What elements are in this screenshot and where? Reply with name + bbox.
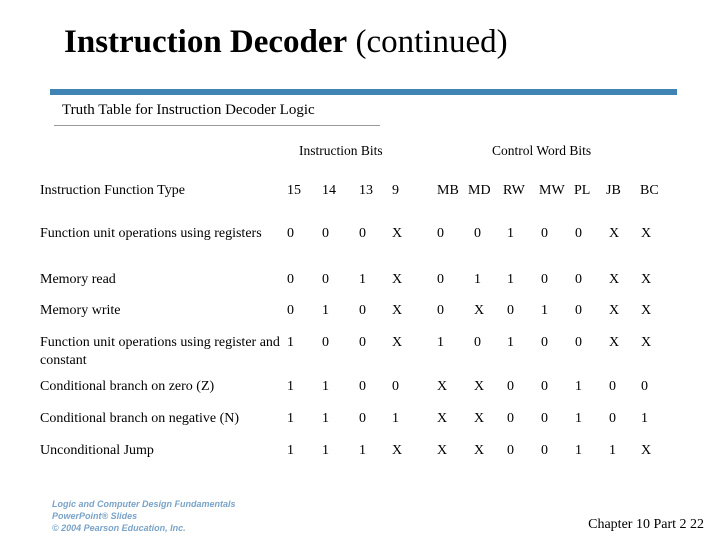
bit-cell: 1 xyxy=(322,379,329,394)
instruction-bits-header: Instruction Bits xyxy=(299,143,383,158)
control-cell: 0 xyxy=(507,379,514,394)
control-cell: 0 xyxy=(437,226,444,241)
row-function-type: Unconditional Jump xyxy=(40,443,154,458)
title-rule xyxy=(50,89,677,95)
bit-cell: 1 xyxy=(359,443,366,458)
control-cell: X xyxy=(641,226,652,241)
bit-cell: 0 xyxy=(359,226,366,241)
control-cell: 1 xyxy=(507,226,514,241)
control-cell: 1 xyxy=(641,411,648,426)
control-cell: 1 xyxy=(575,411,582,426)
control-word-bits-header: Control Word Bits xyxy=(492,143,592,158)
row-function-type: Function unit operations using register and constant xyxy=(40,335,280,368)
bit-cell: 1 xyxy=(322,303,329,318)
column-header-control: MW xyxy=(539,183,565,198)
bit-cell: X xyxy=(392,272,403,287)
control-cell: X xyxy=(641,443,652,458)
table-caption: Truth Table for Instruction Decoder Logic xyxy=(62,102,315,118)
bit-cell: 0 xyxy=(322,335,329,350)
control-cell: 0 xyxy=(575,335,582,350)
column-header-bit: 14 xyxy=(322,183,336,198)
column-header-bit: 15 xyxy=(287,183,301,198)
column-header-type: Instruction Function Type xyxy=(40,183,185,198)
bit-cell: 1 xyxy=(322,411,329,426)
column-header-bit: 9 xyxy=(392,183,399,198)
column-header-control: MB xyxy=(437,183,459,198)
control-cell: 0 xyxy=(437,272,444,287)
caption-underline xyxy=(54,125,380,126)
column-header-control: RW xyxy=(503,183,525,198)
control-cell: X xyxy=(609,272,620,287)
row-function-type: Conditional branch on negative (N) xyxy=(40,411,240,426)
row-function-type: Function unit operations using registers xyxy=(40,226,262,241)
control-cell: X xyxy=(437,379,448,394)
bit-cell: 1 xyxy=(287,379,294,394)
bit-cell: 0 xyxy=(359,303,366,318)
control-cell: X xyxy=(437,443,448,458)
bit-cell: X xyxy=(392,226,403,241)
control-cell: X xyxy=(641,272,652,287)
control-cell: X xyxy=(641,303,652,318)
bit-cell: 0 xyxy=(392,379,399,394)
control-cell: 1 xyxy=(541,303,548,318)
control-cell: X xyxy=(609,303,620,318)
control-cell: 0 xyxy=(541,379,548,394)
control-cell: 0 xyxy=(575,303,582,318)
bit-cell: 0 xyxy=(287,272,294,287)
control-cell: 0 xyxy=(437,303,444,318)
bit-cell: 0 xyxy=(287,226,294,241)
bit-cell: 1 xyxy=(359,272,366,287)
control-cell: 1 xyxy=(507,272,514,287)
control-cell: 0 xyxy=(507,303,514,318)
control-cell: 0 xyxy=(541,272,548,287)
bit-cell: X xyxy=(392,335,403,350)
control-cell: 0 xyxy=(609,411,616,426)
slide-title: Instruction Decoder (continued) xyxy=(64,24,508,60)
bit-cell: 1 xyxy=(287,443,294,458)
row-function-type: Memory write xyxy=(40,303,121,318)
control-cell: 1 xyxy=(474,272,481,287)
control-cell: 0 xyxy=(541,335,548,350)
control-cell: 1 xyxy=(507,335,514,350)
control-cell: 0 xyxy=(541,443,548,458)
bit-cell: 1 xyxy=(287,411,294,426)
control-cell: 1 xyxy=(437,335,444,350)
control-cell: 0 xyxy=(641,379,648,394)
control-cell: 0 xyxy=(507,411,514,426)
bit-cell: 0 xyxy=(287,303,294,318)
bit-cell: 0 xyxy=(322,226,329,241)
bit-cell: 1 xyxy=(287,335,294,350)
row-function-type: Memory read xyxy=(40,272,116,287)
control-cell: 0 xyxy=(507,443,514,458)
control-cell: X xyxy=(641,335,652,350)
bit-cell: 0 xyxy=(359,379,366,394)
column-header-control: MD xyxy=(468,183,491,198)
control-cell: 1 xyxy=(575,443,582,458)
control-cell: 0 xyxy=(541,411,548,426)
bit-cell: 0 xyxy=(359,335,366,350)
bit-cell: X xyxy=(392,443,403,458)
control-cell: 0 xyxy=(474,226,481,241)
control-cell: X xyxy=(609,226,620,241)
bit-cell: 1 xyxy=(322,443,329,458)
column-header-bit: 13 xyxy=(359,183,373,198)
column-header-control: JB xyxy=(606,183,621,198)
control-cell: X xyxy=(437,411,448,426)
control-cell: X xyxy=(474,303,485,318)
control-cell: X xyxy=(474,443,485,458)
control-cell: 1 xyxy=(609,443,616,458)
control-cell: X xyxy=(474,379,485,394)
control-cell: 0 xyxy=(575,272,582,287)
publisher-logo: Logic and Computer Design Fundamentals PowerPoint® Slides © 2004 Pearson Education, Inc. xyxy=(52,499,236,533)
control-cell: X xyxy=(474,411,485,426)
column-header-control: PL xyxy=(574,183,591,198)
page-number: Chapter 10 Part 2 22 xyxy=(588,517,704,532)
bit-cell: 0 xyxy=(322,272,329,287)
bit-cell: 1 xyxy=(392,411,399,426)
row-function-type: Conditional branch on zero (Z) xyxy=(40,379,215,394)
column-header-control: BC xyxy=(640,183,659,198)
control-cell: X xyxy=(609,335,620,350)
control-cell: 1 xyxy=(575,379,582,394)
bit-cell: X xyxy=(392,303,403,318)
bit-cell: 0 xyxy=(359,411,366,426)
control-cell: 0 xyxy=(609,379,616,394)
control-cell: 0 xyxy=(575,226,582,241)
control-cell: 0 xyxy=(541,226,548,241)
control-cell: 0 xyxy=(474,335,481,350)
